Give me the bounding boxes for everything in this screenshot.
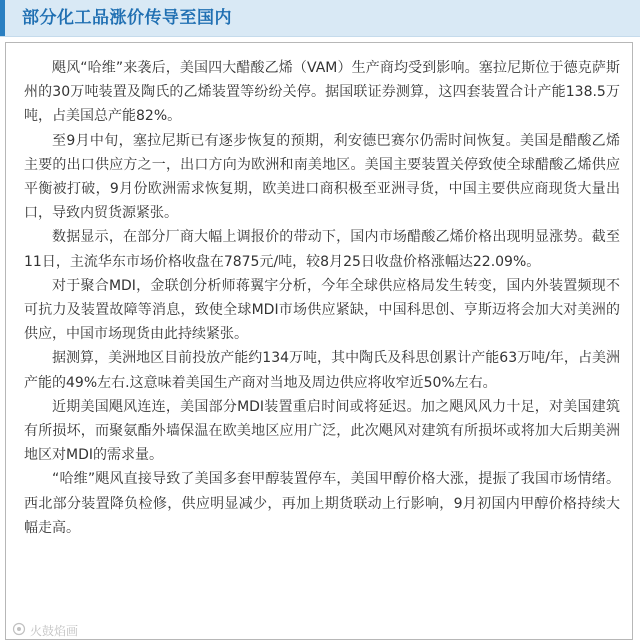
paragraph-6: 近期美国飓风连连，美国部分MDI装置重启时间或将延迟。加之飓风风力十足，对美国建筑有所损坏，而聚氨酯外墙保温在欧美地区应用广泛，此次飓风对建筑有所损坏或将加大后期美洲地区对MDI的需求量。 — [24, 398, 620, 464]
section-title: 部分化工品涨价传导至国内 — [22, 8, 232, 28]
watermark-logo-icon — [12, 622, 26, 642]
paragraph-2: 至9月中旬，塞拉尼斯已有逐步恢复的预期，利安德巴赛尔仍需时间恢复。美国是醋酸乙烯主要的出口供应方之一，出口方向为欧洲和南美地区。美国主要装置关停致使全球醋酸乙烯供应平衡被打破，9月份欧洲需求恢复期，欧美进口商积极至亚洲寻货，中国主要供应商现货大量出口，导致内贸货源紧张。 — [24, 132, 620, 222]
watermark — [12, 621, 78, 641]
watermark-text: 火鼓焰画 — [30, 624, 79, 638]
paragraph-7: “哈维”飓风直接导致了美国多套甲醇装置停车，美国甲醇价格大涨，提振了我国市场情绪。西北部分装置降负检修，供应明显减少，再加上期货联动上行影响，9月初国内甲醇价格持续大幅走高。 — [24, 471, 620, 536]
paragraph-3: 数据显示，在部分厂商大幅上调报价的带动下，国内市场醋酸乙烯价格出现明显涨势。截至11日，主流华东市场价格收盘在7875元/吨，较8月25日收盘价格涨幅达22.09%。 — [24, 229, 620, 270]
paragraph-1: 飓风“哈维”来袭后，美国四大醋酸乙烯（VAM）生产商均受到影响。塞拉尼斯位于德克萨斯州的30万吨装置及陶氏的乙烯装置等纷纷关停。据国联证券测算，这四套装置合计产能138.5万吨，占美国总产能82%。 — [24, 60, 620, 125]
article-body — [24, 56, 620, 540]
header-accent-bar — [0, 0, 5, 36]
paragraph-5: 据测算，美洲地区目前投放产能约134万吨，其中陶氏及科思创累计产能63万吨/年，占美洲产能的49%左右.这意味着美国生产商对当地及周边供应将收窄近50%左右。 — [24, 350, 620, 391]
section-header — [0, 0, 640, 37]
paragraph-4: 对于聚合MDI，金联创分析师蒋翼宇分析，今年全球供应格局发生转变，国内外装置频现不可抗力及装置故障等消息，致使全球MDI市场供应紧缺，中国科思创、亨斯迈将会加大对美洲的供应，中国市场现货由此持续紧张。 — [24, 277, 620, 343]
